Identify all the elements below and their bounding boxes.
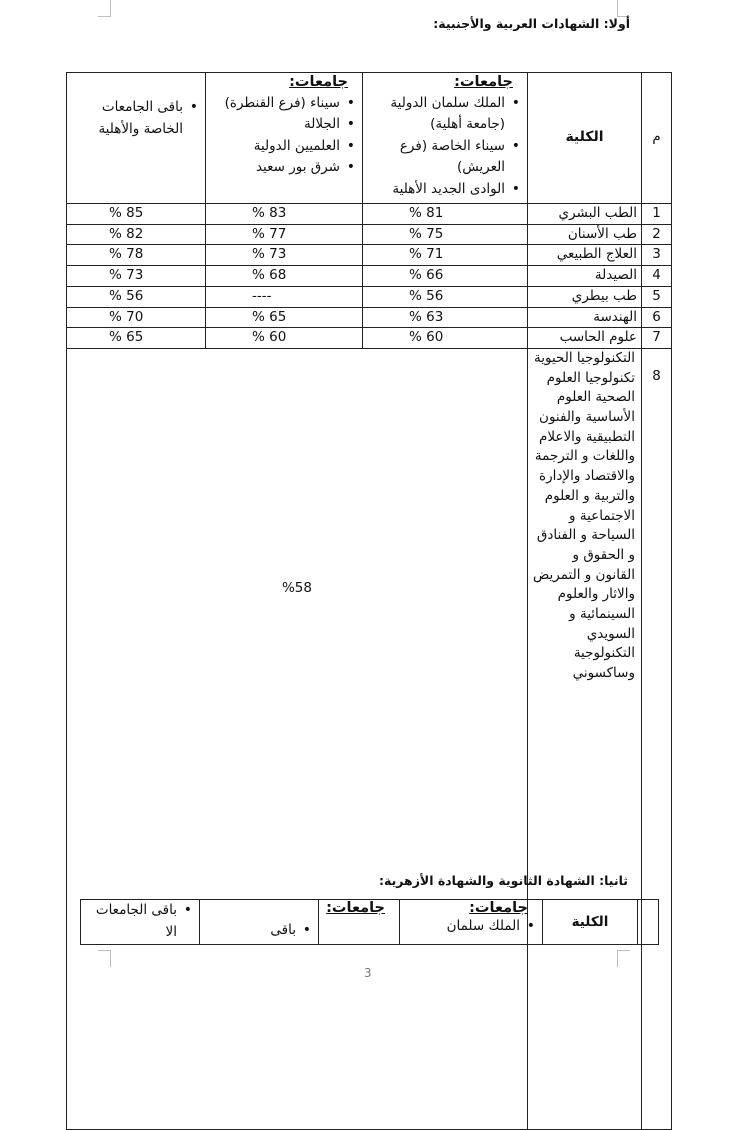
college-name: علوم الحاسب [528,328,642,349]
value-universities-2: ---- [206,286,363,307]
universities-2-title: جامعات: [326,900,385,916]
col-universities-3-header [67,73,206,204]
row-number: 7 [642,328,672,349]
value-universities-3: 56 % [67,286,206,307]
table-row [67,224,672,245]
table-row [67,328,672,349]
college-name: طب بيطري [528,286,642,307]
value-universities-3: 70 % [67,307,206,328]
list-item: • العلميين الدولية [210,136,340,158]
universities-1-list [404,916,538,938]
row-number: 1 [642,204,672,225]
table-row [67,204,672,225]
list-item: • الوادى الجديد الأهلية [367,179,505,201]
list-item: • الملك سلمان الدولية (جامعة أهلية) [367,93,505,136]
value-universities-2: 73 % [206,245,363,266]
college-name: الصيدلة [528,266,642,287]
col-universities-2-header [319,900,400,945]
list-item: • الملك سلمان [404,916,520,938]
college-name: العلاج الطبيعي [528,245,642,266]
value-universities-2: 60 % [206,328,363,349]
value-universities-1: 75 % [363,224,528,245]
row-number: 4 [642,266,672,287]
list-item: • سيناء الخاصة (فرع العريش) [367,136,505,179]
value-universities-3: 73 % [67,266,206,287]
col-universities-4-header [81,900,200,945]
college-name: الطب البشري [528,204,642,225]
value-universities-1: 60 % [363,328,528,349]
universities-2-list [210,93,358,179]
col-college-header: الكلية [528,73,642,204]
row-number: 5 [642,286,672,307]
value-universities-1: 56 % [363,286,528,307]
universities-1-title: جامعات: [454,74,513,90]
section-1-title: أولا: الشهادات العربية والأجنبية: [433,16,630,31]
col-college-header: الكلية [543,900,638,945]
row-number: 2 [642,224,672,245]
crop-mark-top-left [98,0,111,17]
value-universities-3: 82 % [67,224,206,245]
row-number: 6 [642,307,672,328]
table-header-row [81,900,659,945]
row-number: 8 [642,348,672,1129]
value-universities-2: 77 % [206,224,363,245]
value-universities-2: 65 % [206,307,363,328]
value-universities-1: 71 % [363,245,528,266]
list-item: • باقى الجامعات الخاصة والأهلية [71,97,183,140]
value-universities-1: 66 % [363,266,528,287]
value-universities-1: 63 % [363,307,528,328]
col-number-header: م [642,73,672,204]
universities-3-list [204,920,314,942]
crop-mark-top-right [617,0,630,17]
table-row [67,286,672,307]
universities-2-title: جامعات: [289,74,348,90]
table-header-row [67,73,672,204]
table-row [67,266,672,287]
table-row [67,245,672,266]
value-universities-2: 68 % [206,266,363,287]
list-item: • باقى الجامعات الا [85,900,177,943]
col-universities-3-header [200,900,319,945]
college-name: الهندسة [528,307,642,328]
table-row-other-colleges [67,348,672,1129]
value-universities-3: 78 % [67,245,206,266]
universities-1-list [367,93,523,201]
universities-1-title: جامعات: [469,900,528,916]
universities-3-list [71,97,201,140]
value-universities-2: 83 % [206,204,363,225]
universities-4-list [85,900,195,943]
value-all-universities: %58 [67,348,528,1129]
value-universities-1: 81 % [363,204,528,225]
section-2-title: ثانيا: الشهادة الثانوية والشهادة الأزهرية: [378,873,628,888]
value-universities-3: 65 % [67,328,206,349]
col-universities-2-header [206,73,363,204]
admission-table-2 [80,899,659,945]
college-name: طب الأسنان [528,224,642,245]
col-universities-1-header [363,73,528,204]
college-names-list: التكنولوجيا الحيوية تكنولوجيا العلوم الصحية العلوم الأساسية والفنون التطبيقية والاعلام واللغات و الترجمة والاقتصاد والإدارة والتربية و العلوم الاجتماعية و السياحة و الفنادق و الحقوق و القانون و التمريض والاثار والعلوم السينمائية و السويدي التكنولوجية وساكسوني [528,348,642,1129]
page-number: 3 [364,966,372,980]
col-universities-1-header [400,900,543,945]
list-item: • باقى [204,920,296,942]
list-item: • سيناء (فرع القنطرة) [210,93,340,115]
table-row [67,307,672,328]
col-number-header [638,900,659,945]
list-item: • الجلالة [210,114,340,136]
row-number: 3 [642,245,672,266]
value-universities-3: 85 % [67,204,206,225]
list-item: • شرق بور سعيد [210,157,340,179]
